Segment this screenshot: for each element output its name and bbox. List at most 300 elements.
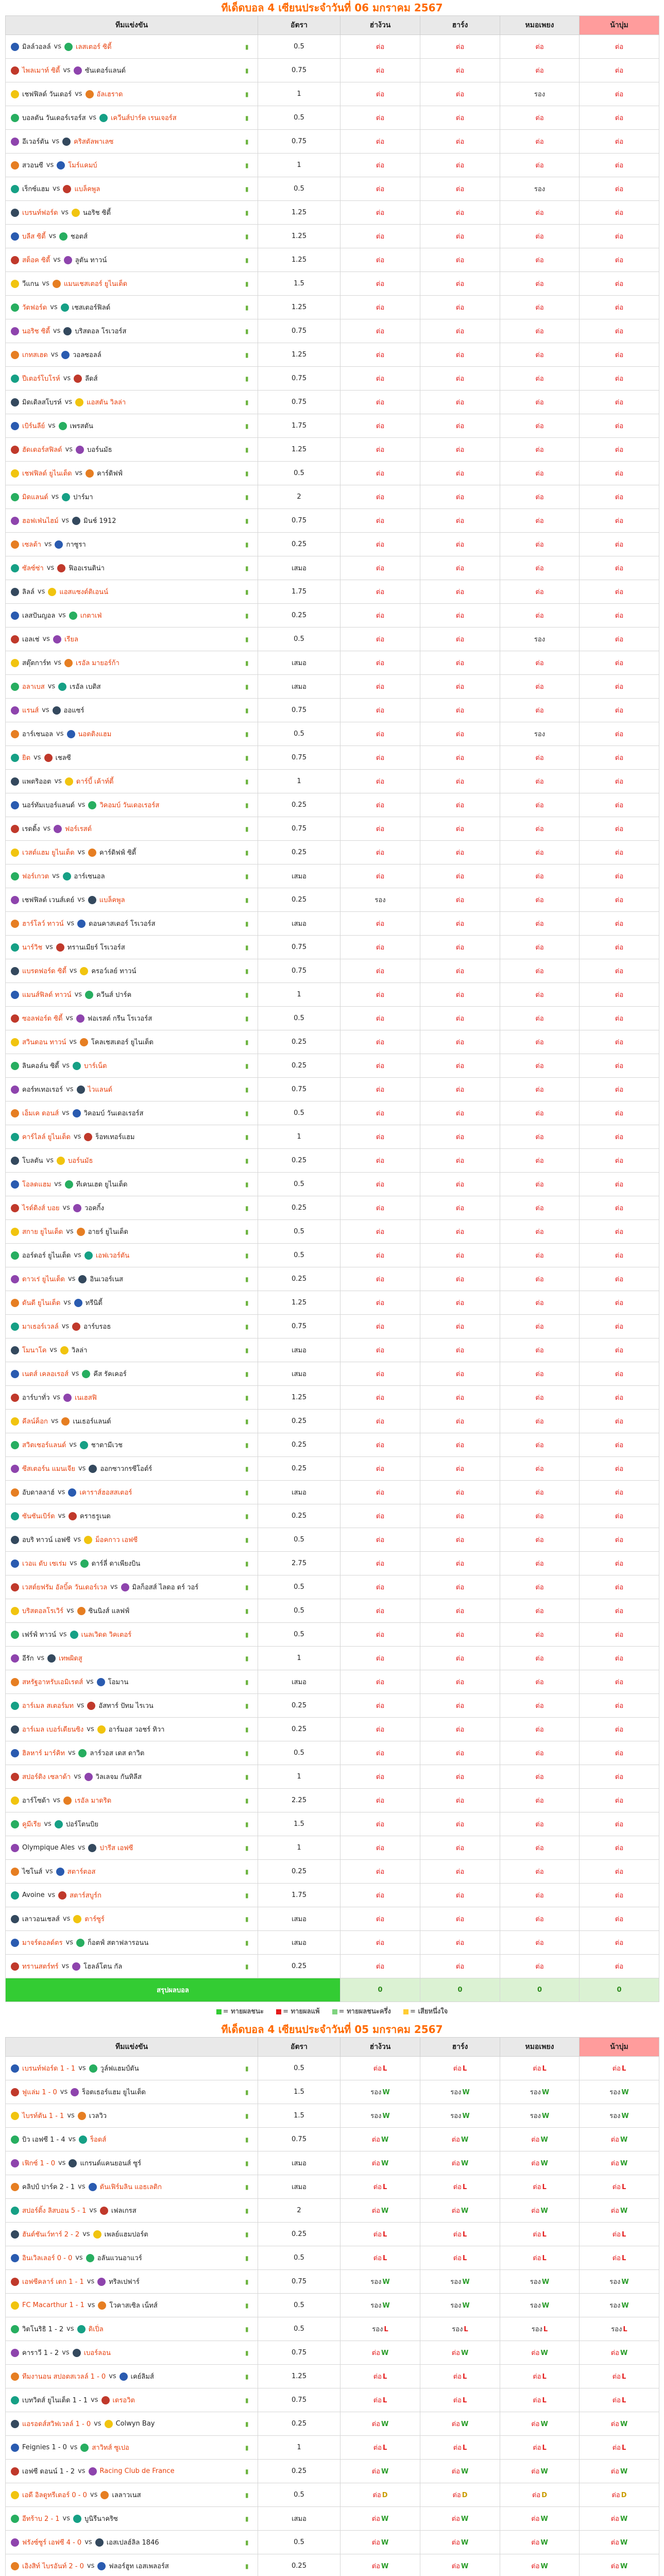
match-cell: [6, 154, 258, 177]
match-cell: [6, 59, 258, 82]
away-team-name[interactable]: อัสทาร์ ปัทม ไรเวน: [98, 1702, 154, 1710]
home-team-name[interactable]: อีรัก: [22, 1655, 34, 1663]
pick-value: ต่อ: [535, 375, 544, 383]
home-team-name[interactable]: เบรนท์ฟอร์ด: [22, 209, 58, 217]
away-team-name[interactable]: เนเฮสฟิ: [74, 1394, 97, 1402]
pick-value: ต่อ: [535, 802, 544, 809]
home-team-name[interactable]: มาเธอร์เวลล์: [22, 1323, 59, 1331]
pick-cell: [500, 177, 580, 201]
away-team-name[interactable]: เลลาวเนส: [112, 2492, 141, 2499]
home-team-name[interactable]: คอร์ทเทอเรอร์: [22, 1086, 63, 1094]
home-team-name[interactable]: นอริช ซิตี้: [22, 328, 50, 335]
pick-value: ต่อ: [455, 67, 465, 75]
pick-value: ต่อ: [455, 114, 465, 122]
home-team-name[interactable]: นาร์วิช: [22, 944, 43, 952]
pick-cell: [500, 248, 580, 272]
away-team-name[interactable]: กาซูรา: [66, 541, 86, 549]
pick-cell: [580, 248, 659, 272]
pick-cell: [340, 319, 420, 343]
away-team-name[interactable]: ออแซร์: [63, 707, 84, 715]
table-row: [6, 1599, 659, 1623]
rate-cell: เสมอ: [258, 1481, 340, 1504]
away-team-name[interactable]: บาร์เน็ต: [84, 1062, 107, 1070]
away-team-name[interactable]: มินช์ 1912: [83, 517, 116, 525]
away-team-name[interactable]: แอสตัน วิลล่า: [87, 399, 126, 406]
pick-value: ต่อ: [615, 707, 624, 715]
home-team-name[interactable]: เฟิกซ์ 1 - 0: [22, 2160, 55, 2167]
home-team-name[interactable]: ฮาร์โลว์ ทาวน์: [22, 920, 64, 928]
pick-cell: [500, 1528, 580, 1552]
away-team-name[interactable]: ปารีส เอฟซี: [99, 1844, 133, 1852]
home-team-name[interactable]: สวอนซี: [22, 162, 43, 170]
away-team-name[interactable]: แอสแซงต์ติเอนน์: [59, 588, 108, 596]
home-team-logo-icon: [11, 2515, 19, 2523]
home-team-name[interactable]: มิลล์วอลล์: [22, 43, 51, 51]
home-team-logo-icon: [11, 540, 19, 549]
away-team-name[interactable]: คาร์ดิฟฟ์ ซิตี้: [99, 849, 137, 857]
home-team-name[interactable]: แอรอดส์สวิฟเวลล์ 1 - 0: [22, 2420, 91, 2428]
match-cell: [6, 2317, 258, 2341]
home-team-name[interactable]: แบรดฟอร์ด ซิตี้: [22, 968, 66, 975]
home-team-name[interactable]: ไบรท์ตัน 1 - 1: [22, 2112, 64, 2120]
home-team-name[interactable]: ยิต: [22, 754, 31, 762]
home-team-name[interactable]: Feignies 1 - 0: [22, 2444, 67, 2451]
home-team-name[interactable]: ฟูแล่ม 1 - 0: [22, 2089, 57, 2096]
away-team-name[interactable]: เอสเปลฮ์ลิล 1846: [106, 2539, 159, 2547]
away-team-name[interactable]: ม็อคกาว เอฟซี: [95, 1536, 138, 1544]
away-team-name[interactable]: เวลวิว: [89, 2112, 107, 2120]
home-team-name[interactable]: โบลตัน: [22, 1157, 43, 1165]
table-row: [6, 438, 659, 462]
home-team-name[interactable]: เร็กซ์แฮม: [22, 185, 50, 193]
home-team-name[interactable]: อาร์โซด้า: [22, 1797, 50, 1805]
pick-value: ต่อ: [615, 1181, 624, 1189]
home-team-name[interactable]: โมนาโค: [22, 1347, 47, 1354]
away-team-logo-icon: [101, 2396, 110, 2404]
away-team-name[interactable]: เรียล: [64, 636, 78, 643]
away-team-name[interactable]: ซินนิงส์ แลฟฟ์: [88, 1607, 130, 1615]
away-team-name[interactable]: ลีดส์: [85, 375, 98, 383]
home-team-name[interactable]: อับดาลลาฮ์: [22, 1489, 55, 1497]
signal-bars-icon: ▮: [245, 2562, 249, 2570]
home-team-name[interactable]: ซอลฟอร์ด ซิตี้: [22, 1015, 63, 1023]
away-team-name[interactable]: เพรสตัน: [70, 422, 93, 430]
pick-value: ต่อ: [376, 280, 385, 288]
pick-cell: [340, 2460, 420, 2483]
pick-value: ต่อ: [376, 1750, 385, 1757]
home-team-name[interactable]: คลิปป์ ปาร์ค 2 - 1: [22, 2183, 75, 2191]
result-l-icon: L: [382, 2065, 387, 2073]
pick-cell: [420, 2294, 500, 2317]
away-team-name[interactable]: เคาราส์ฮอสสเตอร์: [79, 1489, 132, 1497]
away-team-name[interactable]: โอมาน: [108, 1679, 129, 1686]
pick-cell: [580, 82, 659, 106]
away-team-name[interactable]: บูนิรีนาคริซ: [84, 2515, 118, 2523]
away-team-name[interactable]: วิคอมบ์ วันเดอเรอร์ส: [83, 1110, 144, 1117]
home-team-name[interactable]: Avoine: [22, 1891, 45, 1899]
away-team-name[interactable]: ดอนคาสเตอร์ โรเวอร์ส: [89, 920, 156, 928]
home-team-name[interactable]: ลิลล์: [22, 588, 35, 596]
pick-cell: [580, 1789, 659, 1812]
signal-bars-icon: ▮: [245, 1820, 249, 1828]
away-team-name[interactable]: เรอัล เบติส: [70, 683, 101, 691]
away-team-name[interactable]: ชอตส์: [71, 233, 88, 241]
pick-value: ต่อ: [615, 968, 624, 975]
home-team-name[interactable]: อีทร้าบ 2 - 1: [22, 2515, 60, 2523]
away-team-name[interactable]: มิลก็อสส์ ไลดอ ดร์ วอร์: [132, 1584, 199, 1591]
away-team-name[interactable]: วิลเลจม กันทิลีส: [95, 1773, 142, 1781]
away-team-name[interactable]: ฟอเรสต์ กรีน โรเวอร์ส: [87, 1015, 152, 1023]
away-team-name[interactable]: นอตติงแฮม: [78, 731, 112, 738]
pick-value: ต่อ: [453, 2183, 462, 2191]
away-team-logo-icon: [53, 706, 61, 715]
pick-cell: [340, 59, 420, 82]
home-team-name[interactable]: สต็อค ซิตี้: [22, 257, 50, 264]
away-team-name[interactable]: ปาร์มา: [73, 494, 93, 501]
pick-value: ต่อ: [615, 1868, 624, 1876]
away-team-name[interactable]: ลูตัน ทาวน์: [75, 257, 107, 264]
home-team-name[interactable]: เลสปันญอล: [22, 612, 56, 620]
away-team-name[interactable]: ดันเฟิร์มลิน แอธเลติก: [99, 2183, 162, 2191]
home-team-name[interactable]: ดาวเร่ ยูไนเต็ด: [22, 1276, 65, 1283]
home-team-name[interactable]: ทรานสตร์ทร์: [22, 1963, 59, 1971]
away-team-name[interactable]: อายร์ ยูไนเต็ด: [88, 1228, 128, 1236]
home-team-name[interactable]: เรดดิ้ง: [22, 825, 40, 833]
home-team-name[interactable]: เบรนท์ฟอร์ด 1 - 1: [22, 2065, 76, 2073]
rate-cell: 0.25: [258, 604, 340, 628]
away-team-name[interactable]: อาร์เซนอล: [74, 873, 105, 880]
away-team-name[interactable]: อลันแวนอาแวร์: [97, 2255, 142, 2262]
home-team-name[interactable]: มาจร์ดอลด์ตร: [22, 1939, 63, 1947]
home-team-name[interactable]: อินเวิลเลอร์ 0 - 0: [22, 2255, 73, 2262]
match-cell: [6, 1362, 258, 1386]
home-team-name[interactable]: สปอร์ติ้ง ลิสบอน 5 - 1: [22, 2207, 87, 2215]
away-team-name[interactable]: คาร์ดิฟฟ์: [97, 470, 123, 478]
pick-cell: [340, 177, 420, 201]
away-team-name[interactable]: เพลย์แฮมปอร์ต: [104, 2231, 148, 2239]
vs-label: vs: [66, 1228, 74, 1235]
vs-label: vs: [78, 2183, 86, 2191]
away-team-name[interactable]: ซันเดอร์แลนด์: [84, 67, 126, 75]
away-team-name[interactable]: อัลเฮราด: [96, 91, 123, 98]
home-team-name[interactable]: ฮอฟเฟ่นไฮม์: [22, 517, 59, 525]
pick-value: ต่อ: [376, 1039, 385, 1046]
away-team-name[interactable]: บอร์นมัธ: [87, 446, 112, 454]
home-team-name[interactable]: เชฟฟิลด์ เวนส์เดย์: [22, 896, 75, 904]
home-team-name[interactable]: มิดเดิลสโบรห์: [22, 399, 62, 406]
home-team-name[interactable]: เวสต์ยฟรัม อัลบิ้ค วันเดอร์เวล: [22, 1584, 108, 1591]
home-team-name[interactable]: ฮิลหาร์ มาร์คิท: [22, 1750, 65, 1757]
pick-cell: [500, 793, 580, 817]
home-team-name[interactable]: แมนส์ฟิลด์ ทาวน์: [22, 991, 72, 999]
home-team-name[interactable]: คีลน์ค็อก: [22, 1418, 48, 1426]
home-team-name[interactable]: สหรัฐอาหรับเอมิเรตส์: [22, 1679, 83, 1686]
match-cell: [6, 983, 258, 1007]
home-team-name[interactable]: คาราวี 1 - 2: [22, 2349, 59, 2357]
away-team-name[interactable]: เคย์ลิมส์: [130, 2373, 154, 2381]
pick-value: ต่อ: [535, 351, 544, 359]
pick-cell: [420, 556, 500, 580]
home-team-name[interactable]: อาร์เซนอล: [22, 731, 54, 738]
away-team-name[interactable]: สตาร์สบูร์ก: [70, 1892, 101, 1900]
away-team-name[interactable]: แบล็คพูล: [74, 185, 100, 193]
home-team-name[interactable]: อีเวอร์ตัน: [22, 138, 49, 146]
home-team-name[interactable]: ซันซันเบิร์ด: [22, 1513, 55, 1520]
home-team-name[interactable]: วิตโนริธิ 1 - 2: [22, 2326, 64, 2333]
home-team-name[interactable]: อาร์เมล เบอร์เดียนซิง: [22, 1726, 84, 1734]
home-team-name[interactable]: ซีสเตอร์น แมนเจีย: [22, 1465, 75, 1473]
away-team-name[interactable]: เดรอวิต: [112, 2397, 135, 2404]
home-team-name[interactable]: เอฟซีคลาร์ เดก 1 - 1: [22, 2278, 84, 2286]
home-team-name[interactable]: ไซโนส์: [22, 1868, 43, 1876]
away-team-name[interactable]: เบอร์ลอน: [83, 2349, 111, 2357]
home-team-name[interactable]: ทีมงานอน สปอตสเวลล์ 1 - 0: [22, 2373, 106, 2381]
away-team-name[interactable]: คริสตัลพาเลซ: [74, 138, 114, 146]
home-team-name[interactable]: โอลดแฮม: [22, 1181, 52, 1189]
home-team-name[interactable]: อาร์เมล สเตอร์มท: [22, 1702, 74, 1710]
pick-value: ต่อ: [535, 1607, 544, 1615]
signal-bars-icon: ▮: [245, 1512, 249, 1520]
away-team-logo-icon: [63, 1394, 72, 1402]
away-team-name[interactable]: เชลซี: [55, 754, 71, 762]
home-team-name[interactable]: สวิตเซอร์แลนด์: [22, 1442, 66, 1449]
away-team-name[interactable]: โคลเชสเตอร์ ยูไนเต็ด: [91, 1039, 154, 1046]
home-team-name[interactable]: แรนส์: [22, 707, 39, 715]
away-team-name[interactable]: เรอัล มาดริด: [75, 1797, 112, 1805]
home-team-name[interactable]: เบทวิตส์ ยูไนเต็ด 1 - 1: [22, 2397, 88, 2404]
away-team-name[interactable]: ร็อตเธอร์แฮม ยูไนเต็ด: [82, 2089, 146, 2096]
home-team-name[interactable]: เชฟฟิลด์ ยูไนเต็ด: [22, 470, 72, 478]
result-l-icon: L: [462, 2231, 467, 2239]
away-team-name[interactable]: โฮลล์โตน กัล: [83, 1963, 123, 1971]
home-team-name[interactable]: ปีเตอร์โบโรห์: [22, 375, 60, 383]
vs-label: vs: [78, 2064, 86, 2072]
home-team-name[interactable]: ออร์ดอร์ ยูไนเต็ด: [22, 1252, 71, 1260]
home-team-name[interactable]: เบิร์นลีย์: [22, 422, 45, 430]
table-row: [6, 1718, 659, 1741]
away-team-name[interactable]: เชสเตอร์ฟิลด์: [72, 304, 111, 312]
home-team-name[interactable]: เฟร์ฟ์ ทาวน์: [22, 1631, 57, 1639]
away-team-name[interactable]: เนลเวิดด วิคเตอร์: [81, 1631, 132, 1639]
away-team-name[interactable]: ครอว์เลย์ ทาวน์: [91, 968, 137, 975]
pick-value: ต่อ: [455, 1489, 465, 1497]
away-team-name[interactable]: วอคกิ้ง: [84, 1205, 104, 1212]
result-w-icon: W: [461, 2539, 469, 2547]
home-team-name[interactable]: อาร์บาทั่ว: [22, 1394, 50, 1402]
away-team-name[interactable]: เอฟเวอร์ตัน: [95, 1252, 130, 1260]
away-team-name[interactable]: แมนเชสเตอร์ ยูไนเต็ด: [63, 280, 128, 288]
away-team-name[interactable]: บริสตอล โรเวอร์ส: [75, 328, 127, 335]
away-team-logo-icon: [88, 1844, 96, 1852]
away-team-logo-icon: [58, 1891, 66, 1900]
away-team-logo-icon: [64, 43, 73, 51]
home-team-name[interactable]: บริสตอลโรเวิร์: [22, 1607, 64, 1615]
home-team-name[interactable]: สตุ๊ตการ์ท: [22, 659, 51, 667]
home-team-name[interactable]: แพตริออต: [22, 778, 52, 786]
away-team-name[interactable]: เทพผิดสู: [59, 1655, 82, 1663]
home-team-name[interactable]: คูมีเรีย: [22, 1821, 41, 1828]
home-team-name[interactable]: เอฟซี ดอนน์ 1 - 2: [22, 2468, 75, 2476]
away-team-name[interactable]: ควีนส์ ปาร์ค: [96, 991, 132, 999]
away-team-name[interactable]: เฟลเกรส: [111, 2207, 137, 2215]
away-team-name[interactable]: แบล็คพูล: [99, 896, 125, 904]
away-team-name[interactable]: เควีนส์ปาร์ค เรนเจอร์ส: [110, 114, 177, 122]
home-team-name[interactable]: ซัลซ์ซ่า: [22, 565, 44, 572]
home-team-logo-icon: [11, 1797, 19, 1805]
match-cell: [6, 722, 258, 746]
match-cell: [6, 2460, 258, 2483]
away-team-name[interactable]: คราธรูเนด: [80, 1513, 111, 1520]
pick-cell: [420, 1196, 500, 1220]
home-team-name[interactable]: ดันดี ยูไนเต็ด: [22, 1299, 61, 1307]
away-team-name[interactable]: ทรีนิตี้: [85, 1299, 103, 1307]
away-team-logo-icon: [78, 1749, 87, 1757]
away-team-name[interactable]: เกตาเฟ่: [80, 612, 102, 620]
away-team-name[interactable]: วิคอมบ์ วันเดอเรอร์ส: [99, 802, 160, 809]
pick-value: ต่อ: [615, 1228, 624, 1236]
home-team-name[interactable]: เวอแ ดับ เซเร่ม: [22, 1560, 67, 1568]
away-team-logo-icon: [97, 1678, 105, 1686]
pick-value: ต่อ: [455, 1110, 465, 1117]
away-team-name[interactable]: ฟิออเรนติน่า: [69, 565, 105, 572]
home-team-name[interactable]: วีแกน: [22, 280, 39, 288]
home-team-name[interactable]: เซลต้า: [22, 541, 41, 549]
away-team-name[interactable]: ร็อทเทอร์แฮม: [95, 1133, 135, 1141]
away-team-name[interactable]: โวคาสเซิล เน็ทส์: [109, 2302, 158, 2310]
away-team-name[interactable]: ร็อดส์: [90, 2136, 107, 2144]
home-team-name[interactable]: อลาเบส: [22, 683, 45, 691]
away-team-name[interactable]: นอริช ซิตี้: [83, 209, 111, 217]
home-team-name[interactable]: ฟรังซ์ซูร์ เอฟซี 4 - 0: [22, 2539, 82, 2547]
home-team-name[interactable]: ลินคอล์น ซิตี้: [22, 1062, 59, 1070]
home-team-name[interactable]: เลาวอนเชลส์: [22, 1916, 60, 1923]
away-team-name[interactable]: ออกซาวกรซีโอต์ร์: [100, 1465, 152, 1473]
home-team-name[interactable]: เอดี อิลดูทรีเตอร์ 0 - 0: [22, 2492, 87, 2499]
pick-value: ต่อ: [376, 1963, 385, 1971]
away-team-name[interactable]: แกรนด์แคนยอนส์ ซูร์: [80, 2160, 142, 2167]
pick-value: ต่อ: [535, 1963, 544, 1971]
home-team-name[interactable]: FC Macarthur 1 - 1: [22, 2301, 84, 2309]
home-team-name[interactable]: สกาย ยูไนเต็ด: [22, 1228, 63, 1236]
result-w-icon: W: [620, 2136, 628, 2144]
vs-label: vs: [53, 1797, 61, 1804]
away-team-name[interactable]: ทริลเปฟาร์: [109, 2278, 140, 2286]
home-team-name[interactable]: บอลตัน วันเดอร์เรอร์ส: [22, 114, 86, 122]
match-cell: [6, 1789, 258, 1812]
home-team-name[interactable]: เอลเช่: [22, 636, 40, 643]
away-team-name[interactable]: วิลล่า: [71, 1347, 88, 1354]
home-team-name[interactable]: เกทสเฮด: [22, 351, 48, 359]
match-cell: [6, 2223, 258, 2246]
table-row: [6, 912, 659, 936]
home-team-name[interactable]: มิดแลนด์: [22, 494, 48, 501]
table-row: [6, 1481, 659, 1504]
match-cell: [6, 628, 258, 651]
home-team-name[interactable]: ไรด์ดิงส์ บอย: [22, 1205, 60, 1212]
away-team-name[interactable]: เลสเตอร์ ซิตี้: [76, 43, 112, 51]
home-team-name[interactable]: สปอร์ติง เซลาด้า: [22, 1773, 71, 1781]
match-cell: [6, 1433, 258, 1457]
home-team-name[interactable]: เวสต์แฮม ยูไนเต็ด: [22, 849, 75, 857]
pick-cell: [580, 2199, 659, 2223]
away-team-name[interactable]: สตาร์ตอส: [67, 1868, 96, 1876]
home-team-name[interactable]: อบริ ทาวน์ เอฟซี: [22, 1536, 71, 1544]
pick-value: ต่อ: [376, 422, 385, 430]
away-team-name[interactable]: บอร์นมัธ: [68, 1157, 93, 1165]
away-team-name[interactable]: ฟอร์เรสต์: [65, 825, 92, 833]
away-team-name[interactable]: สาวิทส์ ซูเปอ: [92, 2444, 129, 2452]
home-team-name[interactable]: บลีส ซิตี้: [22, 233, 46, 241]
away-team-logo-icon: [53, 280, 61, 288]
away-team-name[interactable]: อินเวอร์เนส: [90, 1276, 123, 1283]
signal-bars-icon: ▮: [245, 1441, 249, 1449]
away-team-name[interactable]: โมร์แคมบ์: [68, 162, 97, 170]
away-team-name[interactable]: วูล์ฟแฮมป์ตัน: [100, 2065, 139, 2073]
pick-value: ต่อ: [615, 1702, 624, 1710]
pick-cell: [500, 1860, 580, 1884]
away-team-logo-icon: [55, 540, 63, 549]
home-team-name[interactable]: วัตฟอร์ด: [22, 304, 47, 312]
away-team-name[interactable]: ดาร์ลี่ ดาเพียงบิน: [91, 1560, 141, 1568]
home-team-name[interactable]: คาร์ไลล์ ยูไนเต็ด: [22, 1133, 71, 1141]
away-team-name[interactable]: ก็อตฟ์ สตาฟลารอนน: [88, 1939, 149, 1947]
away-team-name[interactable]: ลาร์วอส เดส ดาวิต: [90, 1750, 145, 1757]
home-team-name[interactable]: สวินดอน ทาวน์: [22, 1039, 66, 1046]
away-team-name[interactable]: เรอัล มายอร์ก้า: [76, 659, 120, 667]
away-team-name[interactable]: ดิเปิ่ล: [88, 2326, 104, 2333]
away-team-name[interactable]: อาร์มอส วอชร์ ทิวา: [108, 1726, 165, 1734]
pick-value: ต่อ: [451, 2136, 460, 2144]
home-team-name[interactable]: นอร์ทัมเบอร์แลนด์: [22, 802, 75, 809]
away-team-name[interactable]: ปอร์โตนบิย: [65, 1821, 99, 1828]
home-team-name[interactable]: ฟอร์เกวต: [22, 873, 49, 880]
home-team-name[interactable]: เอ็มเค ดอนส์: [22, 1110, 59, 1117]
home-team-name[interactable]: เอิงสิท์ ไบรอันท์ 2 - 0: [22, 2563, 84, 2570]
pick-value: ต่อ: [376, 1821, 385, 1828]
home-team-name[interactable]: เชฟฟิลด์ วันเดอร์: [22, 91, 72, 98]
home-team-name[interactable]: ฮันต์ชันเว์ทาร์ 2 - 2: [22, 2231, 80, 2239]
away-team-name[interactable]: Colwyn Bay: [115, 2420, 155, 2428]
away-team-name[interactable]: ไวแลนด์: [88, 1086, 113, 1094]
home-team-name[interactable]: เนตส์ เคลอเรอส์: [22, 1370, 69, 1378]
away-team-name[interactable]: ชาตามีเวช: [91, 1442, 123, 1449]
away-team-name[interactable]: อาร์บรอธ: [83, 1323, 111, 1331]
away-team-name[interactable]: ตาร์ซูร์: [84, 1916, 105, 1923]
vs-label: vs: [45, 943, 53, 951]
signal-bars-icon: ▮: [245, 801, 249, 809]
home-team-name[interactable]: Olympique Ales: [22, 1844, 75, 1852]
pick-value: ต่อ: [535, 1489, 544, 1497]
result-l-icon: L: [462, 2183, 467, 2191]
away-team-name[interactable]: คีส รัคเคอร์: [93, 1370, 127, 1378]
pick-cell: [500, 1670, 580, 1694]
home-team-name[interactable]: ฮัดเดอร์สฟิลด์: [22, 446, 62, 454]
pick-value: ต่อ: [615, 873, 624, 880]
vs-label: vs: [77, 849, 85, 856]
away-team-name[interactable]: ฟลอร์ฮูท เอสเพลอร์ส: [109, 2563, 169, 2570]
away-team-name[interactable]: เนเธอร์แลนด์: [73, 1418, 111, 1426]
pick-value: ต่อ: [615, 1939, 624, 1947]
home-team-name[interactable]: ไพลเมาท์ ซิตี้: [22, 67, 60, 75]
away-team-name[interactable]: ทีเคนเฮด ยูไนเต็ด: [76, 1181, 128, 1189]
pick-value: ต่อ: [615, 280, 624, 288]
home-team-name[interactable]: บิว เอฟซี 1 - 4: [22, 2136, 65, 2144]
away-team-name[interactable]: ดาร์บี้ เค้าท์ตี้: [76, 778, 114, 786]
away-team-name[interactable]: ทรานเมียร์ โรเวอร์ส: [67, 944, 125, 952]
vs-label: vs: [73, 1536, 81, 1544]
away-team-name[interactable]: วอลซอลล์: [73, 351, 101, 359]
away-team-name[interactable]: Racing Club de France: [99, 2467, 175, 2475]
